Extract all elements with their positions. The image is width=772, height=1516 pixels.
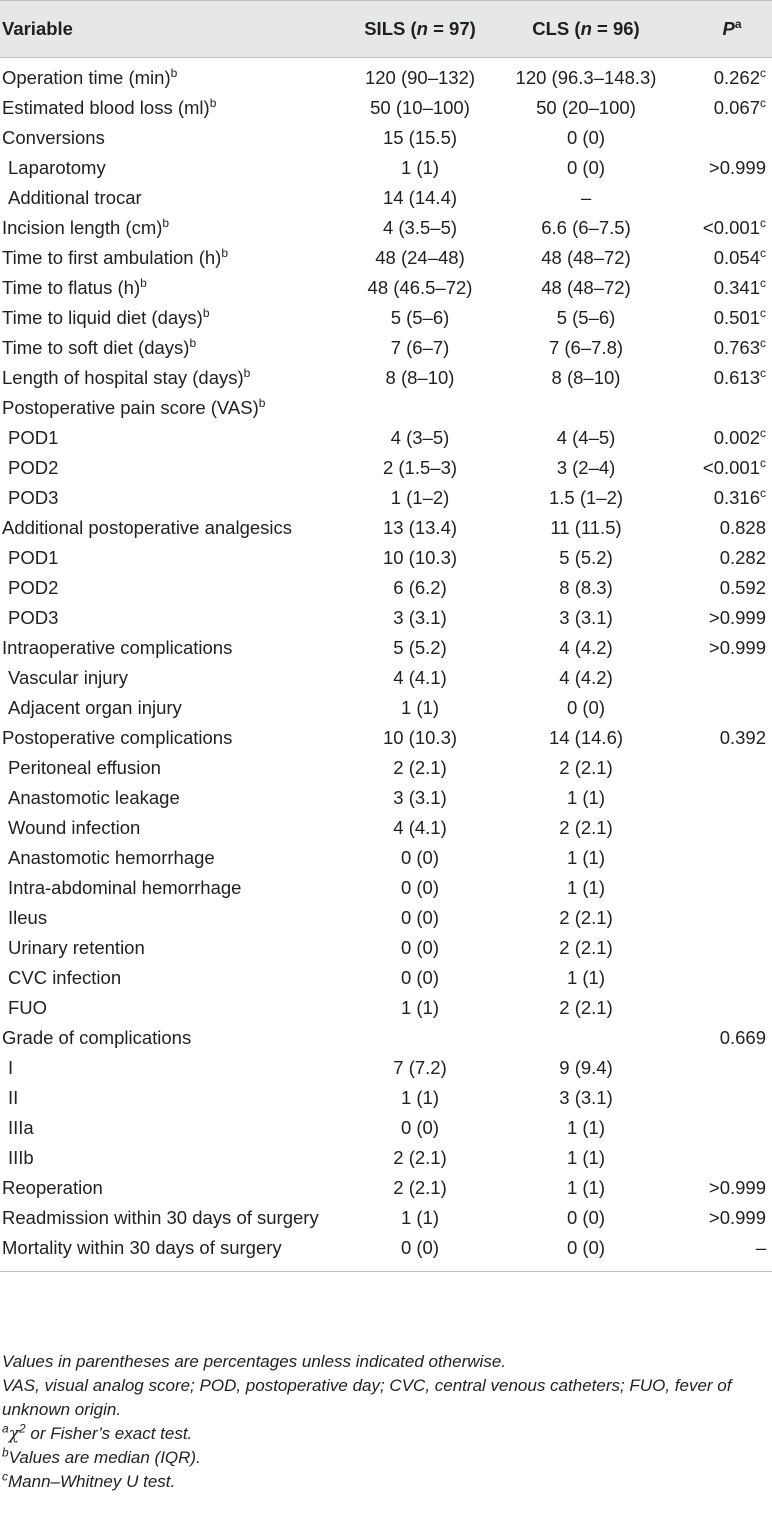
table-row	[0, 333, 772, 363]
cell-cls: 1 (1)	[566, 1117, 606, 1138]
cell-variable: Readmission within 30 days of surgery	[2, 1207, 319, 1228]
cell-cls: 7 (6–7.8)	[548, 337, 624, 358]
cell-cls: 48 (48–72)	[541, 277, 631, 298]
cell-variable: Time to liquid diet (days)$^b$	[2, 305, 210, 328]
cell-cls: 8 (8–10)	[551, 367, 621, 388]
cell-sils: 4 (4.1)	[393, 667, 447, 688]
cell-sils: 1 (1)	[400, 157, 440, 178]
cell-p-value	[672, 813, 772, 843]
cell-p-value: 0.501$^c$	[713, 305, 766, 328]
table-row	[0, 273, 772, 303]
cell-variable: I	[8, 1057, 14, 1078]
cell-variable: Operation time $(\min)^b$	[2, 65, 178, 88]
cell-sils: 3 (3.1)	[393, 607, 447, 628]
cell-sils: 8 (8–10)	[385, 367, 455, 388]
cell-sils: 5 (5–6)	[390, 307, 450, 328]
table-row	[0, 1083, 772, 1113]
cell-cls: 8 (8.3)	[559, 577, 613, 598]
cell-variable: Adjacent organ injury	[8, 697, 182, 718]
cell-p-value: >0.999	[708, 1207, 766, 1228]
header-variable: Variable	[0, 1, 340, 58]
header-p-value: $P^a$	[672, 1, 772, 58]
cell-p-value	[672, 183, 772, 213]
cell-p-value: 0.316$^c$	[713, 485, 766, 508]
cell-p-value	[672, 963, 772, 993]
cell-variable: Additional trocar	[8, 187, 142, 208]
table-row	[0, 123, 772, 153]
cell-sils: 48 (24–48)	[375, 247, 465, 268]
cell-variable: Conversions	[2, 127, 105, 148]
table-row	[0, 813, 772, 843]
cell-p-value	[672, 393, 772, 423]
cell-cls: 11 (11.5)	[550, 517, 622, 538]
cell-variable: IIIa	[8, 1117, 34, 1138]
cell-cls: 1.5 (1–2)	[548, 487, 624, 508]
table-row	[0, 153, 772, 183]
cell-p-value	[672, 1113, 772, 1143]
cell-variable: Ileus	[8, 907, 48, 928]
cell-cls: 1 (1)	[566, 877, 606, 898]
cell-p-value: >0.999	[708, 637, 766, 658]
cell-cls: 2 (2.1)	[559, 997, 613, 1018]
cell-sils: 2 (1.5–3)	[382, 457, 458, 478]
cell-p-value	[672, 1143, 772, 1173]
table-footnotes	[2, 1350, 770, 1494]
cell-sils: 48 (46.5–72)	[367, 277, 473, 298]
cell-p-value	[672, 843, 772, 873]
table-header	[0, 1, 772, 58]
table-row	[0, 1203, 772, 1233]
cell-variable: Laparotomy	[8, 157, 106, 178]
cell-p-value: 0.613$^c$	[713, 365, 766, 388]
cell-sils: 0 (0)	[400, 907, 440, 928]
cell-sils: 7 (6–7)	[390, 337, 450, 358]
cell-p-value: 0.669	[719, 1027, 766, 1048]
cell-cls: –	[580, 187, 592, 208]
cell-cls: 0 (0)	[566, 697, 606, 718]
table-row	[0, 1173, 772, 1203]
cell-p-value: >0.999	[708, 157, 766, 178]
cell-variable: Intra-abdominal hemorrhage	[8, 877, 242, 898]
footnote-a: $^a\chi^2$ or Fisher’s exact test.	[2, 1421, 193, 1444]
cell-cls: 1 (1)	[566, 1177, 606, 1198]
cell-variable: Time to first ambulation $(h)^b$	[2, 245, 229, 268]
table-row	[0, 393, 772, 423]
table-row	[0, 453, 772, 483]
cell-cls: 4 (4.2)	[559, 637, 613, 658]
cell-sils: 1 (1)	[400, 1087, 440, 1108]
cell-variable: Additional postoperative analgesics	[2, 517, 293, 538]
cell-cls: 120 (96.3–148.3)	[515, 67, 657, 88]
cell-cls: 1 (1)	[566, 787, 606, 808]
table-row	[0, 1053, 772, 1083]
cell-variable: Anastomotic hemorrhage	[8, 847, 215, 868]
cell-p-value: 0.262$^c$	[713, 65, 766, 88]
cell-sils: 15 (15.5)	[382, 127, 458, 148]
cell-sils: 0 (0)	[400, 937, 440, 958]
cell-p-value: 0.002$^c$	[713, 425, 766, 448]
cell-variable: POD3	[8, 487, 59, 508]
cell-cls: 2 (2.1)	[559, 757, 613, 778]
table-row	[0, 58, 772, 94]
cell-p-value: 0.763$^c$	[713, 335, 766, 358]
cell-sils: 3 (3.1)	[393, 787, 447, 808]
cell-sils: 10 (10.3)	[382, 547, 458, 568]
cell-variable: Time to flatus $(h)^b$	[2, 275, 147, 298]
cell-p-value: 0.067$^c$	[713, 95, 766, 118]
cell-sils: 1 (1–2)	[390, 487, 450, 508]
cell-cls: 6.6 (6–7.5)	[541, 217, 631, 238]
cell-cls: 0 (0)	[566, 1207, 606, 1228]
cell-variable: Vascular injury	[8, 667, 128, 688]
cell-sils: 4 (3–5)	[390, 427, 450, 448]
table-row	[0, 183, 772, 213]
cell-sils: 6 (6.2)	[393, 577, 447, 598]
table-row	[0, 543, 772, 573]
cell-variable: Urinary retention	[8, 937, 145, 958]
cell-sils: 120 (90–132)	[364, 67, 476, 88]
cell-sils: 13 (13.4)	[382, 517, 458, 538]
cell-cls: 2 (2.1)	[559, 937, 613, 958]
cell-variable: POD1	[8, 547, 59, 568]
cell-sils: 50 (10–100)	[370, 97, 470, 118]
table-row	[0, 1023, 772, 1053]
table-row	[0, 903, 772, 933]
table-row	[0, 843, 772, 873]
table-row	[0, 933, 772, 963]
table-body	[0, 58, 772, 1272]
footnote-b: $^b$Values are median (IQR).	[2, 1445, 201, 1467]
cell-p-value: 0.828	[719, 517, 766, 538]
cell-variable: Mortality within 30 days of surgery	[0, 1233, 340, 1272]
cell-sils: 0 (0)	[400, 877, 440, 898]
table-row	[0, 573, 772, 603]
table-row	[0, 693, 772, 723]
cell-cls: 1 (1)	[566, 847, 606, 868]
cell-variable: Estimated blood loss (ml)$^b$	[2, 95, 217, 118]
table-row	[0, 423, 772, 453]
cell-cls: 2 (2.1)	[559, 817, 613, 838]
table-row	[0, 783, 772, 813]
cell-variable: Postoperative pain score (VAS)$^b$	[2, 395, 266, 418]
cell-sils: 2 (2.1)	[393, 757, 447, 778]
cell-cls: 0 (0)	[566, 157, 606, 178]
cell-variable: CVC infection	[8, 967, 122, 988]
cell-p-value: 0.592	[719, 577, 766, 598]
cell-p-value	[672, 873, 772, 903]
table-row	[0, 213, 772, 243]
cell-sils: 4 (4.1)	[393, 817, 447, 838]
cell-cls: 0 (0)	[566, 127, 606, 148]
table-row	[0, 363, 772, 393]
cell-p-value	[672, 663, 772, 693]
cell-variable: POD3	[8, 607, 59, 628]
cell-sils: 10 (10.3)	[382, 727, 458, 748]
cell-sils	[340, 393, 500, 423]
cell-p-value	[672, 903, 772, 933]
cell-p-value	[672, 1053, 772, 1083]
cell-cls: 9 (9.4)	[559, 1057, 613, 1078]
cell-sils: 14 (14.4)	[382, 187, 458, 208]
cell-sils: 4 (3.5–5)	[382, 217, 458, 238]
cell-cls	[500, 393, 672, 423]
cell-p-value	[672, 753, 772, 783]
cell-p-value	[672, 993, 772, 1023]
cell-sils: 7 (7.2)	[393, 1057, 447, 1078]
cell-variable: FUO	[8, 997, 48, 1018]
cell-sils: 5 (5.2)	[393, 637, 447, 658]
cell-variable: Reoperation	[2, 1177, 103, 1198]
cell-variable: Time to soft diet (days)$^b$	[2, 335, 197, 358]
cell-sils: 1 (1)	[400, 1207, 440, 1228]
cell-sils: 2 (2.1)	[393, 1147, 447, 1168]
table-row	[0, 93, 772, 123]
cell-variable: IIIb	[8, 1147, 34, 1168]
cell-cls: 4 (4.2)	[559, 667, 613, 688]
cell-sils: 0 (0)	[400, 967, 440, 988]
cell-cls: 5 (5.2)	[559, 547, 613, 568]
cell-variable: Length of hospital stay (days)$^b$	[2, 365, 251, 388]
cell-p-value: 0.054$^c$	[713, 245, 766, 268]
cell-cls: 4 (4–5)	[556, 427, 616, 448]
cell-p-value: 0.282	[719, 547, 766, 568]
cell-p-value	[672, 783, 772, 813]
cell-cls: 0 (0)	[500, 1233, 672, 1272]
table-row	[0, 1233, 772, 1272]
cell-sils: 1 (1)	[400, 997, 440, 1018]
cell-sils: 0 (0)	[400, 1117, 440, 1138]
cell-p-value: >0.999	[708, 1177, 766, 1198]
table-row	[0, 993, 772, 1023]
footnote-c: $^c$Mann–Whitney U test.	[2, 1469, 176, 1491]
cell-cls: 5 (5–6)	[556, 307, 616, 328]
cell-p-value	[672, 693, 772, 723]
cell-cls: 3 (2–4)	[556, 457, 616, 478]
cell-p-value	[672, 1083, 772, 1113]
cell-cls	[500, 1023, 672, 1053]
footnote-abbreviations: VAS, visual analog score; POD, postoperative day; CVC, central venous catheters; FUO, fever of unknown origin.	[2, 1376, 732, 1419]
table-row	[0, 663, 772, 693]
table-row	[0, 513, 772, 543]
table-row	[0, 243, 772, 273]
cell-variable: Grade of complications	[2, 1027, 192, 1048]
header-row	[0, 1, 772, 58]
cell-variable: Incision length (cm)$^b$	[2, 215, 170, 238]
cell-p-value: >0.999	[708, 607, 766, 628]
cell-sils	[340, 1023, 500, 1053]
cell-variable: Postoperative complications	[2, 727, 233, 748]
header-cls: CLS (n = 96)	[500, 1, 672, 58]
cell-p-value: <0.001$^c$	[702, 455, 766, 478]
cell-p-value: –	[672, 1233, 772, 1272]
cell-p-value	[672, 933, 772, 963]
cell-cls: 48 (48–72)	[541, 247, 631, 268]
cell-variable: II	[8, 1087, 19, 1108]
cell-variable: Wound infection	[8, 817, 141, 838]
cell-sils: 0 (0)	[400, 847, 440, 868]
cell-p-value: <0.001$^c$	[702, 215, 766, 238]
table-row	[0, 1143, 772, 1173]
cell-cls: 3 (3.1)	[559, 607, 613, 628]
table-row	[0, 963, 772, 993]
table-row	[0, 753, 772, 783]
cell-variable: Anastomotic leakage	[8, 787, 180, 808]
cell-p-value: 0.392	[719, 727, 766, 748]
cell-sils: 0 (0)	[340, 1233, 500, 1272]
table-row	[0, 603, 772, 633]
table-row	[0, 1113, 772, 1143]
cell-p-value	[672, 123, 772, 153]
cell-sils: 2 (2.1)	[393, 1177, 447, 1198]
cell-variable: Intraoperative complications	[2, 637, 233, 658]
cell-variable: POD2	[8, 457, 59, 478]
cell-variable: POD2	[8, 577, 59, 598]
cell-cls: 14 (14.6)	[548, 727, 624, 748]
footnote-percentages: Values in parentheses are percentages unless indicated otherwise.	[2, 1352, 507, 1371]
cell-p-value: 0.341$^c$	[713, 275, 766, 298]
table-row	[0, 723, 772, 753]
table-row	[0, 873, 772, 903]
table-row	[0, 303, 772, 333]
cell-cls: 3 (3.1)	[559, 1087, 613, 1108]
cell-sils: 1 (1)	[400, 697, 440, 718]
header-sils: SILS (n = 97)	[340, 1, 500, 58]
cell-cls: 1 (1)	[566, 967, 606, 988]
cell-cls: 2 (2.1)	[559, 907, 613, 928]
table-row	[0, 633, 772, 663]
table-row	[0, 483, 772, 513]
cell-variable: POD1	[8, 427, 59, 448]
cell-variable: Peritoneal effusion	[8, 757, 161, 778]
cell-cls: 1 (1)	[566, 1147, 606, 1168]
cell-cls: 50 (20–100)	[536, 97, 636, 118]
